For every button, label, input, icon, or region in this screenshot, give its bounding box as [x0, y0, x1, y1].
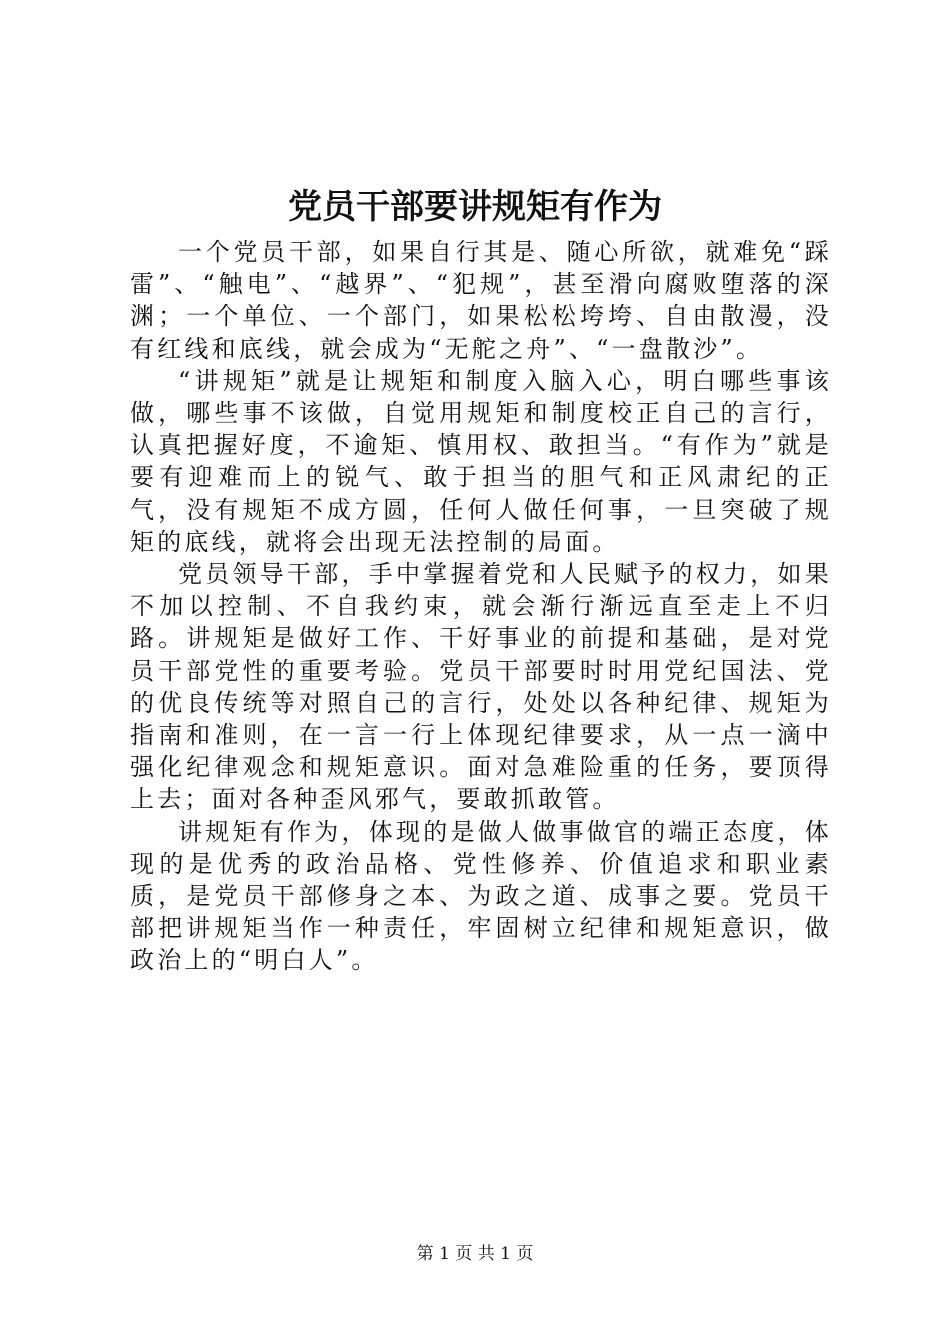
page-number-footer: 第 1 页 共 1 页 — [416, 1244, 534, 1264]
paragraph-3: 党员领导干部，手中掌握着党和人民赋予的权力，如果不加以控制、不自我约束，就会渐行渐远直至走上不归路。讲规矩是做好工作、干好事业的前提和基础，是对党员干部党性的重要考验。党员干部要时时用党纪国法、党的优良传统等对照自己的言行，处处以各种纪律、规矩为指南和准则，在一言一行上体现纪律要求，从一点一滴中强化纪律观念和规矩意识。面对急难险重的任务，要顶得上去；面对各种歪风邪气，要敢抓敢管。 — [130, 560, 832, 814]
paragraph-2: “讲规矩”就是让规矩和制度入脑入心，明白哪些事该做，哪些事不该做，自觉用规矩和制度校正自己的言行，认真把握好度，不逾矩、慎用权、敢担当。“有作为”就是要有迎难而上的锐气、敢于担当的胆气和正风肃纪的正气，没有规矩不成方圆，任何人做任何事，一旦突破了规矩的底线，就将会出现无法控制的局面。 — [130, 366, 832, 556]
paragraph-1: 一个党员干部，如果自行其是、随心所欲，就难免“踩雷”、“触电”、“越界”、“犯规”，甚至滑向腐败堕落的深渊；一个单位、一个部门，如果松松垮垮、自由散漫，没有红线和底线，就会成为“无舵之舟”、“一盘散沙”。 — [130, 238, 832, 363]
document-title: 党员干部要讲规矩有作为 — [288, 187, 662, 227]
document-body — [130, 236, 832, 977]
paragraph-4: 讲规矩有作为，体现的是做人做事做官的端正态度，体现的是优秀的政治品格、党性修养、价值追求和职业素质，是党员干部修身之本、为政之道、成事之要。党员干部把讲规矩当作一种责任，牢固树立纪律和规矩意识，做政治上的“明白人”。 — [130, 817, 832, 975]
